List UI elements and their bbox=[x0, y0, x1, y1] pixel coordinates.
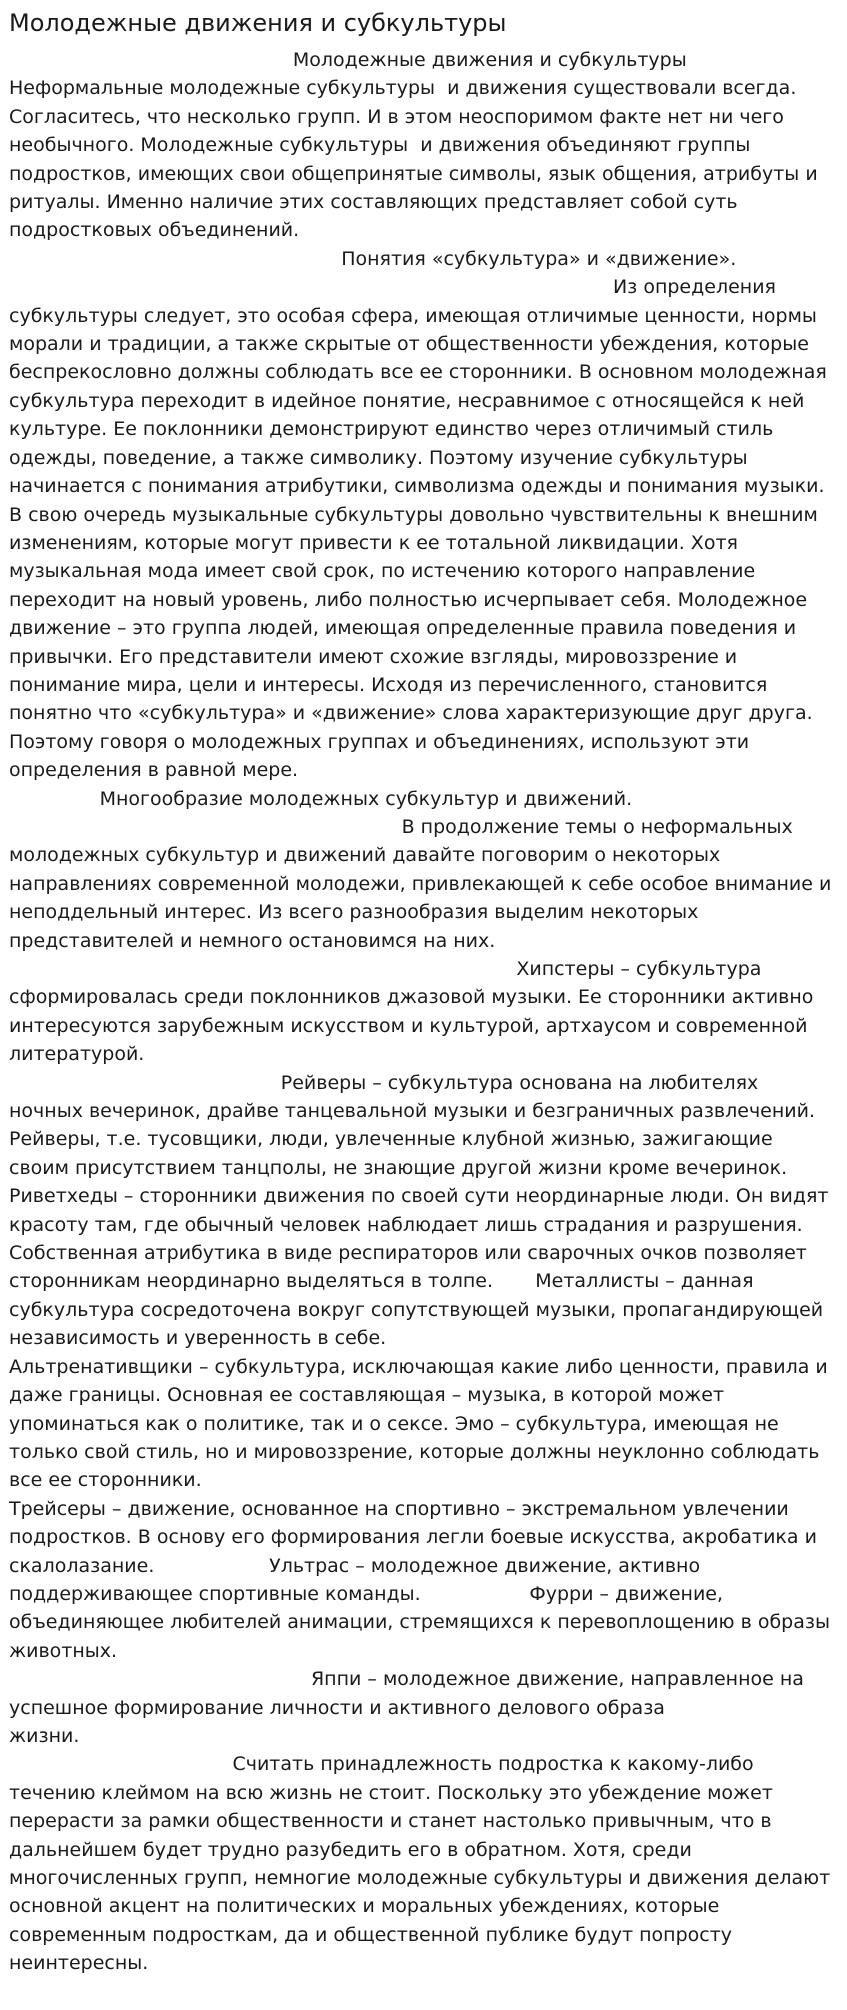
page-title: Молодежные движения и субкультуры bbox=[9, 9, 507, 37]
article-text: Молодежные движения и субкультуры Неформальные молодежные субкультуры и движения существовали всегда. Согласитесь, что несколько групп. И в этом неоспоримом факте нет ни чего необычного. Молодежные субкультуры и движения объединяют группы подростков, имеющих свои общепринятые символы, язык общения, атрибуты и ритуалы. Именно наличие этих составляющих представляет собой суть подростковых объединений. Понятия «субкультура» и «движение». Из определения субкультуры следует, это особая сфера, имеющая отличимые ценности, нормы морали и традиции, а также скрытые от общественности убеждения, которые беспрекословно должны соблюдать все ее сторонники. В основном молодежная субкультура переходит в идейное понятие, несравнимое с относящейся к ней культуре. Ее поклонники демонстрируют единство через отличимый стиль одежды, поведение, а также символику. Поэтому изучение субкультуры начинается с понимания атрибутики, символизма одежды и понимания музыки. В свою очередь музыкальные субкультуры довольно чувствительны к внешним изменениям, которые могут привести к ее тотальной ликвидации. Хотя музыкальная мода имеет свой срок, по истечению которого направление переходит на новый уровень, либо полностью исчерпывает себя. Молодежное движение – это группа людей, имеющая определенные правила поведения и привычки. Его представители имеют схожие взгляды, мировоззрение и понимание мира, цели и интересы. Исходя из перечисленного, становится понятно что «субкультура» и «движение» слова характеризующие друг друга. Поэтому говоря о молодежных группах и объединениях, используют эти определения в равной мере. Многообразие молодежных субкультур и движений. В продолжение темы о неформальных молодежных субкультур и движений давайте поговорим о некоторых направлениях современной молодежи, привлекающей к себе особое внимание и неподдельный интерес. Из всего разнообразия выделим некоторых представителей и немного остановимся на них. Хипстеры – субкультура сформировалась среди поклонников джазовой музыки. Ее сторонники активно интересуются зарубежным искусством и культурой, артхаусом и современной литературой. Рейверы – субкультура основана на любителях ночных вечеринок, драйве танцевальной музыки и безграничных развлечений. Рейверы, т.е. тусовщики, люди, увлеченные клубной жизнью, зажигающие своим присутствием танцполы, не знающие другой жизни кроме вечеринок. Риветхеды – сторонники движения по своей сути неординарные люди. Он видят красоту там, где обычный человек наблюдает лишь страдания и разрушения. Собственная атрибутика в виде респираторов или сварочных очков позволяет сторонникам неординарно выделяться в толпе. Металлисты – данная субкультура сосредоточена вокруг сопутствующей музыки, пропагандирующей независимость и уверенность в себе. Альтренативщики – субкультура, исключающая какие либо ценности, правила и даже границы. Основная ее составляющая – музыка, в которой может упоминаться как о политике, так и о сексе. Эмо – субкультура, имеющая не только свой стиль, но и мировоззрение, которые должны неуклонно соблюдать все ее сторонники. Трейсеры – движение, основанное на спортивно – экстремальном увлечении подростков. В основу его формирования легли боевые искусства, акробатика и скалолазание. Ультрас – молодежное движение, активно поддерживающее спортивные команды. Фурри – движение, объединяющее любителей анимации, стремящихся к перевоплощению в образы животных. Яппи – молодежное движение, направленное на успешное формирование личности и активного делового образа жизни. Считать принадлежность подростка к какому-либо течению клеймом на всю жизнь не стоит. Поскольку это убеждение может перерасти за рамки общественности и станет настолько привычным, что в дальнейшем будет трудно разубедить его в обратном. Хотя, среди многочисленных групп, немногие молодежные субкультуры и движения делают основной акцент на политических и моральных убеждениях, которые современным подросткам, да и общественной публике будут попросту неинтересны. bbox=[9, 49, 832, 1975]
